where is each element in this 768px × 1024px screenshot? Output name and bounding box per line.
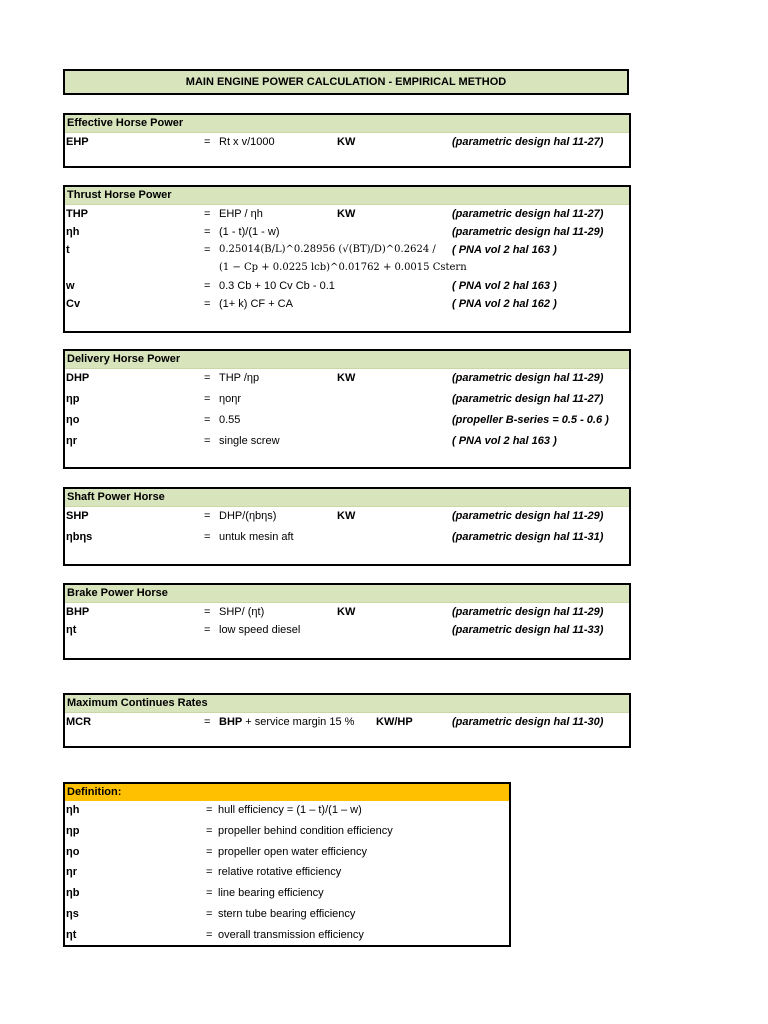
definition-row [65,822,509,843]
table-row [65,205,629,223]
section-delivery-horse-power [63,349,631,469]
definition-equals: = [206,907,213,920]
row-equals: = [204,435,211,447]
section-header: Shaft Power Horse [65,489,629,507]
row-equals: = [204,136,211,148]
table-row [65,621,629,639]
table-row [65,432,629,453]
section-header: Brake Power Horse [65,585,629,603]
definition-symbol: ηp [66,824,80,837]
section-brake-power-horse [63,583,631,660]
definition-equals: = [206,928,213,941]
section-header: Effective Horse Power [65,115,629,133]
row-formula: low speed diesel [219,624,301,636]
table-row [65,411,629,432]
section-effective-horse-power [63,113,631,168]
row-reference: ( PNA vol 2 hal 163 ) [452,244,557,256]
row-formula: SHP/ (ηt) [219,606,265,618]
row-label: Cv [66,298,81,310]
definition-equals: = [206,824,213,837]
section-maximum-continues-rates [63,693,631,748]
definition-symbol: ηb [66,887,80,900]
row-equals: = [204,716,211,728]
table-row [65,241,629,277]
table-row [65,223,629,241]
definition-equals: = [206,866,213,879]
row-unit: KW [337,372,356,384]
thrust-deduction-formula-line2: (1 − Cp + 0.0225 lcb)^0.01762 + 0.0015 Cstern [219,262,467,273]
row-formula: EHP / ηh [219,208,263,220]
definition-row [65,884,509,905]
table-row [65,390,629,411]
definition-text: propeller behind condition efficiency [218,824,393,837]
row-label: THP [66,208,88,220]
definition-symbol: ηs [66,907,79,920]
section-header: Delivery Horse Power [65,351,629,369]
row-label: MCR [66,716,92,728]
row-label: ηt [66,624,77,636]
table-row [65,277,629,295]
definition-box [63,782,511,947]
row-label: ηh [66,226,80,238]
definition-row [65,801,509,822]
row-formula: Rt x v/1000 [219,136,275,148]
row-reference: (propeller B-series = 0.5 - 0.6 ) [452,414,609,426]
row-reference: (parametric design hal 11-31) [452,531,604,543]
definition-text: stern tube bearing efficiency [218,907,356,920]
row-label: t [66,244,70,256]
definition-symbol: ηr [66,866,77,879]
thrust-deduction-formula-line1: 0.25014(B/L)^0.28956 (√(BT)/D)^0.2624 / [219,244,436,255]
definition-text: propeller open water efficiency [218,845,367,858]
row-reference: (parametric design hal 11-27) [452,208,604,220]
row-equals: = [204,298,211,310]
row-formula: untuk mesin aft [219,531,294,543]
row-formula: (1+ k) CF + CA [219,298,293,310]
table-row [65,507,629,528]
page-title: MAIN ENGINE POWER CALCULATION - EMPIRICAL METHOD [63,69,629,95]
row-reference: (parametric design hal 11-29) [452,226,604,238]
section-thrust-horse-power [63,185,631,333]
section-shaft-power-horse [63,487,631,566]
definition-row [65,843,509,864]
row-reference: (parametric design hal 11-30) [452,716,604,728]
definition-text: relative rotative efficiency [218,866,342,879]
row-equals: = [204,244,211,256]
row-label: BHP [66,606,90,618]
row-label: w [66,280,75,292]
row-equals: = [204,606,211,618]
row-formula-rest: + service margin 15 % [242,716,355,728]
definition-row [65,926,509,947]
definition-header: Definition: [65,784,509,801]
table-row [65,528,629,549]
table-row [65,295,629,313]
row-equals: = [204,208,211,220]
row-unit: KW/HP [376,716,413,728]
row-reference: ( PNA vol 2 hal 163 ) [452,280,557,292]
row-equals: = [204,226,211,238]
row-reference: (parametric design hal 11-29) [452,372,604,384]
row-label: EHP [66,136,89,148]
row-equals: = [204,372,211,384]
row-equals: = [204,624,211,636]
row-equals: = [204,393,211,405]
row-formula [219,716,354,728]
definition-symbol: ηh [66,804,80,816]
row-formula: ηoηr [219,393,242,405]
table-row [65,713,629,731]
row-label: ηp [66,393,80,405]
definition-equals: = [206,845,213,858]
row-formula: 0.3 Cb + 10 Cv Cb - 0.1 [219,280,335,292]
row-reference: (parametric design hal 11-27) [452,136,604,148]
section-header: Maximum Continues Rates [65,695,629,713]
row-formula: (1 - t)/(1 - w) [219,226,280,238]
row-formula-bold: BHP [219,716,243,728]
definition-text: line bearing efficiency [218,887,324,900]
row-label: ηbηs [66,531,93,543]
row-equals: = [204,531,211,543]
row-equals: = [204,414,211,426]
row-reference: (parametric design hal 11-29) [452,606,604,618]
definition-equals: = [206,804,213,816]
definition-row [65,905,509,926]
row-formula: single screw [219,435,280,447]
definition-row [65,863,509,884]
row-unit: KW [337,136,356,148]
row-equals: = [204,280,211,292]
table-row [65,603,629,621]
row-reference: (parametric design hal 11-29) [452,510,604,522]
row-equals: = [204,510,211,522]
row-reference: ( PNA vol 2 hal 162 ) [452,298,557,310]
row-reference: (parametric design hal 11-27) [452,393,604,405]
row-unit: KW [337,606,356,618]
definition-symbol: ηo [66,845,80,858]
row-formula: 0.55 [219,414,241,426]
definition-equals: = [206,887,213,900]
row-unit: KW [337,208,356,220]
table-row [65,133,629,151]
row-formula: DHP/(ηbηs) [219,510,277,522]
row-unit: KW [337,510,356,522]
row-label: SHP [66,510,89,522]
definition-symbol: ηt [66,928,77,941]
table-row [65,369,629,390]
row-reference: (parametric design hal 11-33) [452,624,604,636]
row-label: DHP [66,372,90,384]
row-label: ηo [66,414,80,426]
definition-text: overall transmission efficiency [218,928,364,941]
row-label: ηr [66,435,77,447]
section-header: Thrust Horse Power [65,187,629,205]
row-formula: THP /ηp [219,372,260,384]
row-reference: ( PNA vol 2 hal 163 ) [452,435,557,447]
definition-text: hull efficiency = (1 – t)/(1 – w) [218,804,362,816]
